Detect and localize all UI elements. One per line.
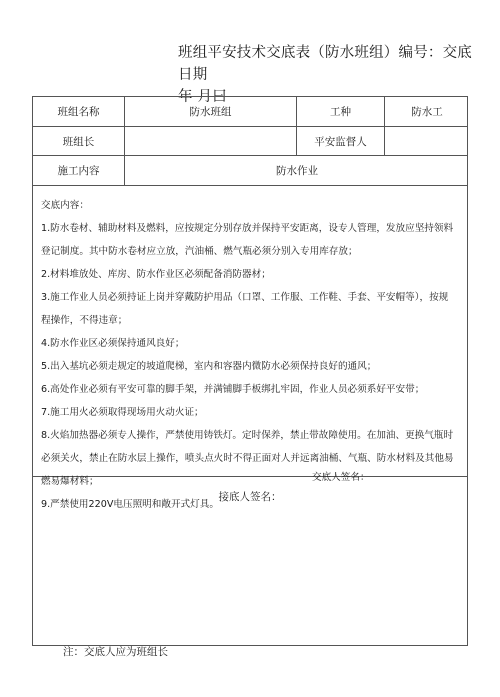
disclosure-item: 8.火焰加热器必须专人操作，严禁使用铸铁灯。定时保养，禁止带故障使用。在加油、更换气瓶时 必须关火，禁止在防水层上操作，喷头点火时不得正面对人并远离油桶、气瓶、防水材料及其他易 燃易爆材料； [41,430,454,487]
safety-supervisor-value [385,127,469,155]
discloser-signature-label: 交底人签名： [312,472,370,483]
disclosure-item: 6.高处作业必须有平安可靠的脚手架，并满铺脚手板绑扎牢固，作业人员必须系好平安带； [41,384,425,395]
work-content-value: 防水作业 [276,165,318,177]
safety-supervisor-label: 平安监督人 [297,127,385,155]
disclosure-item: 1.防水卷材、辅助材料及燃料，应按规定分别存放并保持平安距离，设专人管理，发放应坚持领料 登记制度。其中防水卷材应立放，汽油桶、燃气瓶必须分别入专用库存放； [41,223,454,257]
table-row-leader [33,127,467,156]
disclosure-heading: 交底内容： [41,200,89,211]
team-name-value: 防水班组 [125,97,297,126]
form-title-line1: 班组平安技术交底表（防水班组）编号：交底日期 [178,45,472,83]
team-leader-label: 班组长 [33,127,125,155]
footer-note: 注：交底人应为班组长 [63,646,168,658]
team-name-label: 班组名称 [33,97,125,126]
disclosure-item: 3.施工作业人员必须持证上岗并穿戴防护用品（口罩、工作服、工作鞋、手套、平安帽等），按规 程操作，不得违章； [41,292,449,326]
table-row-work [33,156,467,186]
table-row-team [33,97,467,127]
form-title-line2: 年 月曰 [178,89,227,105]
disclosure-table [32,96,468,646]
disclosure-item: 2.材料堆放处、库房、防水作业区必须配备消防器材； [41,269,271,280]
disclosure-item: 7.施工用火必须取得现场用火动火证； [41,407,204,418]
disclosure-item: 5.出入基坑必须走规定的坡道爬梯，室内和容器内微防水必须保持良好的通风； [41,361,377,372]
receiver-signature-label: 接底人签名： [218,491,282,503]
work-content-label: 施工内容 [33,156,125,185]
disclosure-item: 9.严禁使用220V电压照明和敞开式灯具。 [41,499,219,510]
receiver-signature-area [33,477,467,647]
trade-label: 工种 [297,97,385,126]
trade-value: 防水工 [411,106,443,118]
disclosure-item: 4.防水作业区必须保持通风良好； [41,338,185,349]
team-leader-value [125,127,297,155]
